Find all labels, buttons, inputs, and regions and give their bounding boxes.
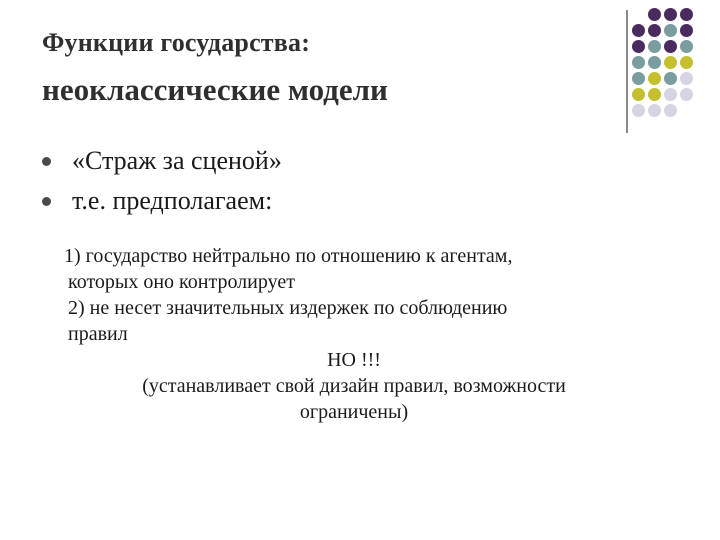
decorative-dot bbox=[664, 72, 677, 85]
decorative-dot bbox=[664, 56, 677, 69]
decorative-dot bbox=[632, 24, 645, 37]
decorative-dot bbox=[648, 56, 661, 69]
body-line-emphasis: НО !!! bbox=[327, 349, 381, 371]
bullet-text: т.е. предполагаем: bbox=[72, 186, 273, 215]
decorative-dot bbox=[664, 40, 677, 53]
bullet-dot-icon bbox=[42, 157, 51, 166]
bullet-dot-icon bbox=[42, 197, 51, 206]
bullet-text: «Страж за сценой» bbox=[72, 146, 282, 175]
decorative-dot bbox=[648, 24, 661, 37]
decorative-dot bbox=[664, 104, 677, 117]
body-line: ограничены) bbox=[299, 401, 409, 423]
decorative-dot bbox=[632, 104, 645, 117]
decorative-dot bbox=[664, 8, 677, 21]
body-line: (устанавливает свой дизайн правил, возможности bbox=[142, 375, 566, 397]
slide-title-line-2: неоклассические модели bbox=[42, 72, 388, 107]
divider-line bbox=[626, 10, 628, 133]
decorative-dot bbox=[648, 40, 661, 53]
decorative-dot bbox=[632, 72, 645, 85]
decorative-dot bbox=[680, 88, 693, 101]
decorative-dot bbox=[680, 56, 693, 69]
body-line: 1) государство нейтрально по отношению к агентам, bbox=[64, 245, 513, 267]
decorative-dot bbox=[632, 56, 645, 69]
decorative-dot bbox=[648, 8, 661, 21]
slide-title-line-1: Функции государства: bbox=[42, 28, 311, 57]
decorative-dot bbox=[648, 88, 661, 101]
decorative-dot bbox=[648, 104, 661, 117]
decorative-dot bbox=[632, 40, 645, 53]
decorative-dot-grid bbox=[632, 8, 720, 118]
decorative-dot bbox=[680, 72, 693, 85]
body-line: которых оно контролирует bbox=[68, 271, 295, 293]
decorative-dot bbox=[664, 24, 677, 37]
body-line: 2) не несет значительных издержек по соблюдению bbox=[68, 297, 508, 319]
decorative-dot bbox=[680, 40, 693, 53]
body-line: правил bbox=[68, 323, 128, 345]
decorative-dot bbox=[680, 8, 693, 21]
decorative-dot bbox=[632, 88, 645, 101]
decorative-dot bbox=[680, 24, 693, 37]
body-text bbox=[64, 243, 644, 425]
decorative-dot bbox=[664, 88, 677, 101]
decorative-dot bbox=[648, 72, 661, 85]
